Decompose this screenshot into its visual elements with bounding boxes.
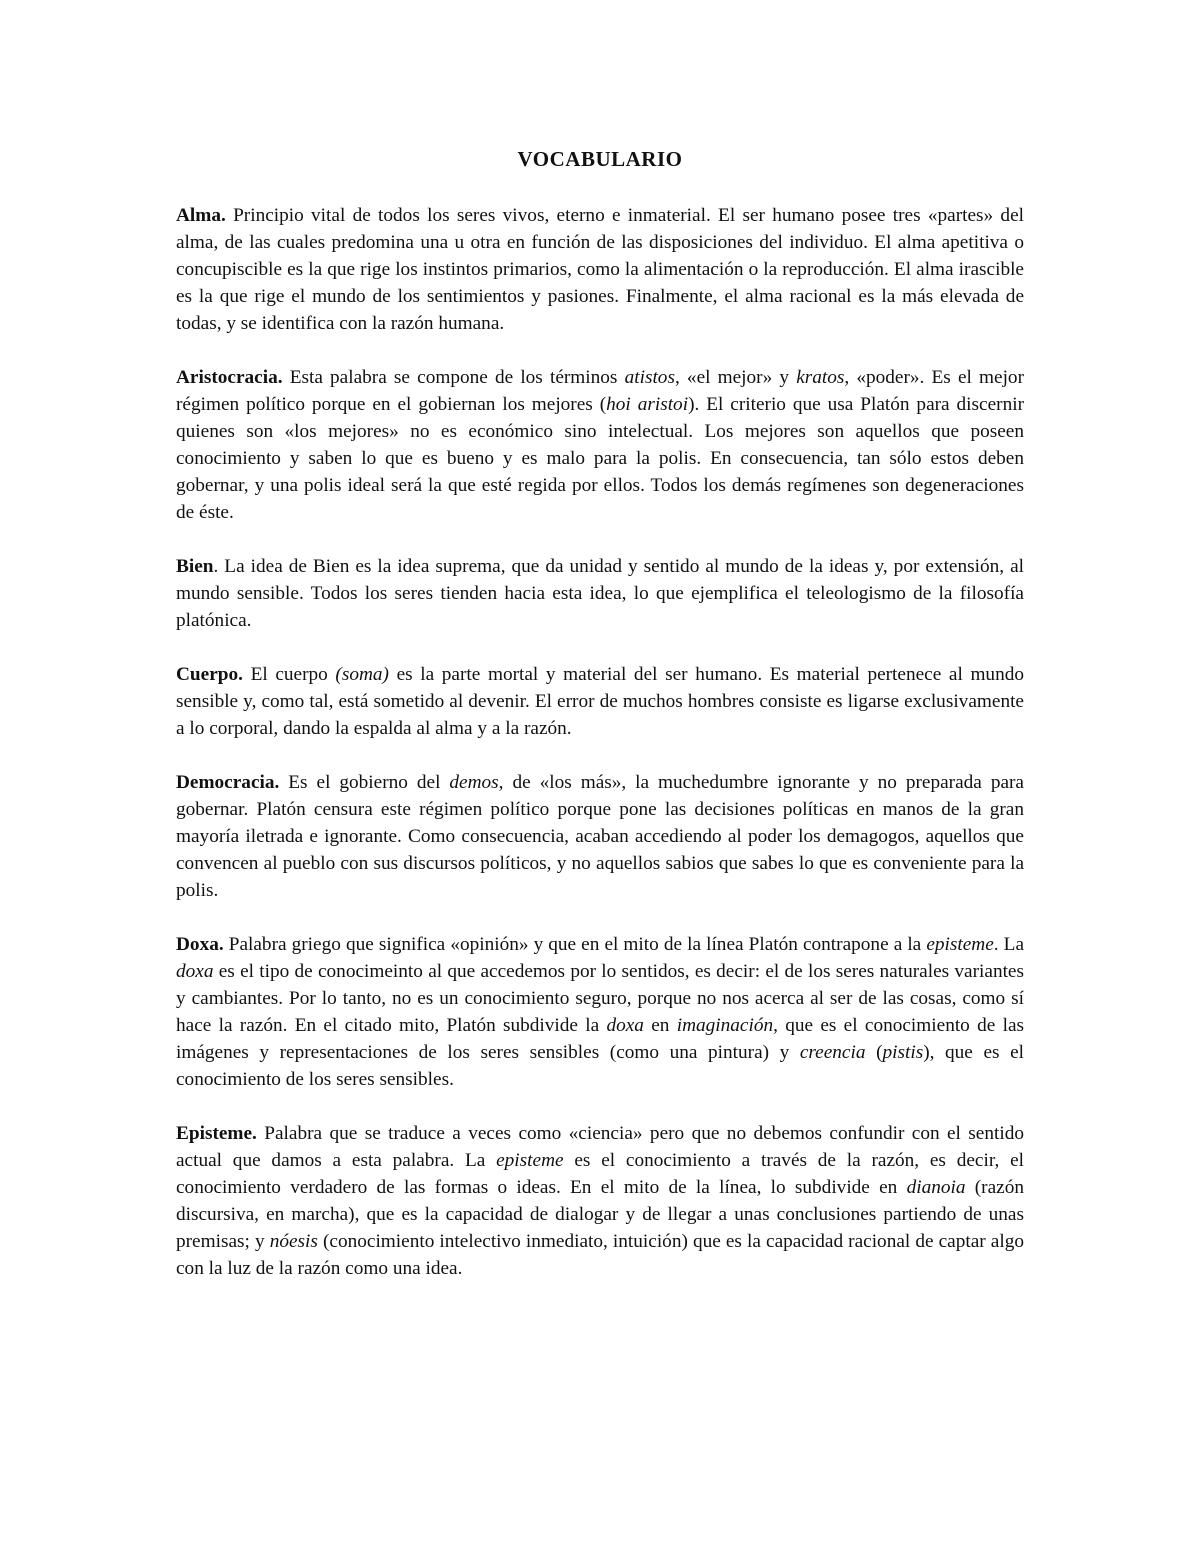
entry-definition-text: ), que es el conocimiento de los seres sensibles. xyxy=(176,1042,1024,1090)
vocabulary-entry xyxy=(176,202,1024,337)
entry-definition-text: ). El criterio que usa Platón para discernir quienes son «los mejores» no es económico sino intelectual. Los mejores son aquellos que poseen conocimiento y saben lo que es bueno y es malo para la polis. En consecuencia, tan sólo estos deben gobernar, y una polis ideal será la que esté regida por ellos. Todos los demás regímenes son degeneraciones de éste. xyxy=(176,394,1024,523)
entry-italic-term: (soma) xyxy=(335,664,389,685)
entry-italic-term: episteme xyxy=(496,1150,564,1171)
entry-definition-text: (razón discursiva, en marcha), que es la capacidad de dialogar y de llegar a unas conclusiones partiendo de unas premisas; y xyxy=(176,1177,1024,1252)
entry-italic-term: atistos xyxy=(624,367,675,388)
entry-definition-text: en xyxy=(643,1015,677,1036)
entry-italic-term: pistis xyxy=(882,1042,924,1063)
entry-definition-text: , de «los más», la muchedumbre ignorante y no preparada para gobernar. Platón censura este régimen político porque pone las decisiones políticas en manos de la gran mayoría iletrada e ignorante. Como consecuencia, acaban accediendo al poder los demagogos, aquellos que convencen al pueblo con sus discursos políticos, y no aquellos sabios que sabes lo que es conveniente para la polis. xyxy=(176,772,1024,901)
entry-definition-text: ( xyxy=(865,1042,883,1063)
entry-definition-text: , «poder». Es el mejor régimen político porque en el gobiernan los mejores ( xyxy=(176,367,1024,415)
entry-italic-term: doxa xyxy=(606,1015,644,1036)
entry-italic-term: nóesis xyxy=(269,1231,318,1252)
entry-term: Cuerpo. xyxy=(176,664,243,685)
entry-definition-text: Palabra griego que significa «opinión» y que en el mito de la línea Platón contrapone a la xyxy=(223,934,927,955)
entry-italic-term: creencia xyxy=(799,1042,866,1063)
entry-definition-text: Principio vital de todos los seres vivos, eterno e inmaterial. El ser humano posee tres «partes» del alma, de las cuales predomina una u otra en función de las disposiciones del individuo. El alma apetitiva o concupiscible es la que rige los instintos primarios, como la alimentación o la reproducción. El alma irascible es la que rige el mundo de los sentimientos y pasiones. Finalmente, el alma racional es la más elevada de todas, y se identifica con la razón humana. xyxy=(176,205,1024,334)
vocabulary-entry xyxy=(176,1120,1024,1282)
vocabulary-list xyxy=(176,202,1024,1282)
entry-definition-text: (conocimiento intelectivo inmediato, intuición) que es la capacidad racional de captar algo con la luz de la razón como una idea. xyxy=(176,1231,1024,1279)
entry-term: Aristocracia. xyxy=(176,367,283,388)
entry-term: Episteme. xyxy=(176,1123,257,1144)
entry-definition-text: , que es el conocimiento de las imágenes y representaciones de los seres sensibles (como una pintura) y xyxy=(176,1015,1025,1063)
entry-definition-text: Esta palabra se compone de los términos xyxy=(282,367,625,388)
entry-italic-term: imaginación xyxy=(676,1015,774,1036)
entry-definition-text: es el conocimiento a través de la razón, es decir, el conocimiento verdadero de las formas o ideas. En el mito de la línea, lo subdivide en xyxy=(176,1150,1024,1198)
entry-definition-text: , «el mejor» y xyxy=(674,367,797,388)
entry-definition-text: El cuerpo xyxy=(242,664,336,685)
entry-definition-text: es la parte mortal y material del ser humano. Es material pertenece al mundo sensible y, como tal, está sometido al devenir. El error de muchos hombres consiste es ligarse exclusivamente a lo corporal, dando la espalda al alma y a la razón. xyxy=(176,664,1024,739)
entry-definition-text: Palabra que se traduce a veces como «ciencia» pero que no debemos confundir con el sentido actual que damos a esta palabra. La xyxy=(176,1123,1024,1171)
entry-term: Alma. xyxy=(176,205,226,226)
vocabulary-entry xyxy=(176,661,1024,742)
entry-italic-term: dianoia xyxy=(906,1177,966,1198)
vocabulary-entry xyxy=(176,364,1024,526)
entry-term: Doxa. xyxy=(176,934,224,955)
entry-italic-term: episteme xyxy=(926,934,994,955)
vocabulary-entry xyxy=(176,553,1024,634)
entry-definition-text: . La idea de Bien es la idea suprema, que da unidad y sentido al mundo de la ideas y, por extensión, al mundo sensible. Todos los seres tienden hacia esta idea, lo que ejemplifica el teleologismo de la filosofía platónica. xyxy=(176,556,1024,631)
vocabulary-entry xyxy=(176,769,1024,904)
entry-term: Democracia. xyxy=(176,772,280,793)
entry-definition-text: . La xyxy=(993,934,1025,955)
document-page xyxy=(176,138,1024,1309)
entry-definition-text: Es el gobierno del xyxy=(279,772,450,793)
vocabulary-entry xyxy=(176,931,1024,1093)
entry-italic-term: doxa xyxy=(176,961,214,982)
entry-definition-text: es el tipo de conocimeinto al que accedemos por lo sentidos, es decir: el de los seres naturales variantes y cambiantes. Por lo tanto, no es un conocimiento seguro, porque no nos acerca al ser de las cosas, como sí hace la razón. En el citado mito, Platón subdivide la xyxy=(176,961,1024,1036)
document-title: VOCABULARIO xyxy=(517,147,683,171)
entry-italic-term: hoi aristoi xyxy=(606,394,689,415)
entry-term: Bien xyxy=(176,556,214,577)
entry-italic-term: kratos xyxy=(796,367,845,388)
entry-italic-term: demos xyxy=(449,772,499,793)
